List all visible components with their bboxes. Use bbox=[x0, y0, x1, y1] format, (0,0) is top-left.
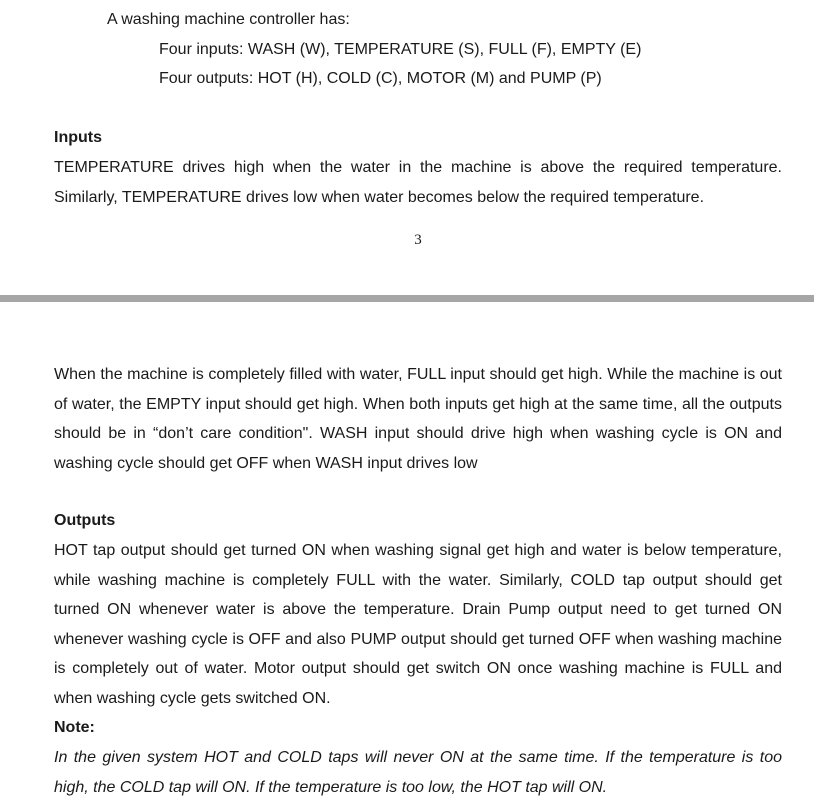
inputs-heading: Inputs bbox=[54, 129, 102, 146]
inputs-paragraph: TEMPERATURE drives high when the water in the machine is above the required temperature. Similarly, TEMPERATURE drives low when water becomes below the required temperature. bbox=[54, 159, 782, 206]
page-number: 3 bbox=[414, 232, 422, 248]
outputs-heading: Outputs bbox=[54, 512, 116, 529]
inputs-list-line: Four inputs: WASH (W), TEMPERATURE (S), FULL (F), EMPTY (E) bbox=[159, 41, 642, 58]
note-paragraph: In the given system HOT and COLD taps will never ON at the same time. If the temperature is too high, the COLD tap will ON. If the temperature is too low, the HOT tap will ON. bbox=[54, 749, 782, 796]
outputs-list-line: Four outputs: HOT (H), COLD (C), MOTOR (M) and PUMP (P) bbox=[159, 70, 602, 87]
note-heading: Note: bbox=[54, 719, 95, 736]
intro-line: A washing machine controller has: bbox=[107, 11, 350, 28]
inputs-continued-paragraph: When the machine is completely filled with water, FULL input should get high. While the machine is out of water, the EMPTY input should get high. When both inputs get high at the same time, all the outputs should be in “don’t care condition". WASH input should drive high when washing cycle is ON and washing cycle should get OFF when WASH input drives low bbox=[54, 366, 782, 472]
outputs-paragraph: HOT tap output should get turned ON when washing signal get high and water is below temperature, while washing machine is completely FULL with the water. Similarly, COLD tap output should get turned ON whenever water is above the temperature. Drain Pump output need to get turned ON whenever washing cycle is OFF and also PUMP output should get turned OFF when washing machine is completely out of water. Motor output should get switch ON once washing machine is FULL and when washing cycle gets switched ON. bbox=[54, 542, 782, 707]
page-divider bbox=[0, 295, 814, 302]
